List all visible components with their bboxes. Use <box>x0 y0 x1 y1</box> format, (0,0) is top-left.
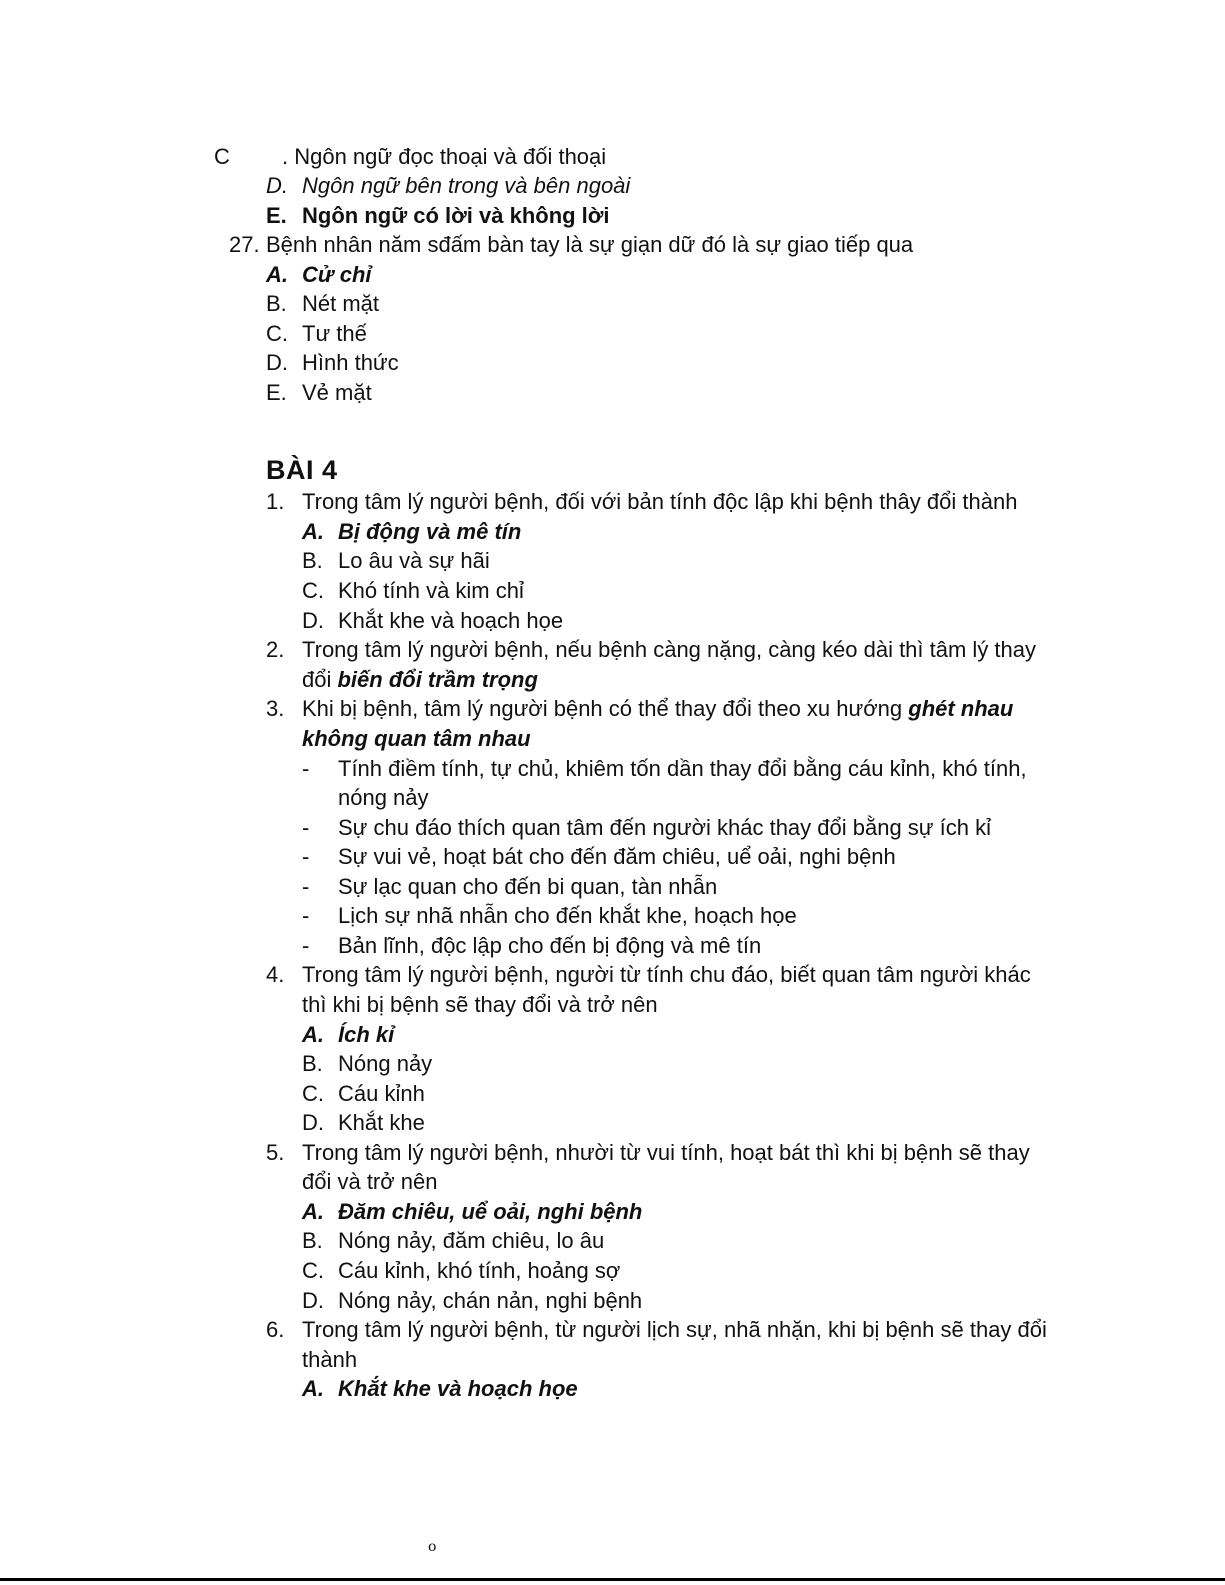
bullet-text: Sự lạc quan cho đến bi quan, tàn nhẫn <box>338 874 718 899</box>
footer-mark: o <box>428 1539 437 1555</box>
section-heading: BÀI 4 <box>266 455 338 485</box>
bullet-item <box>302 815 991 841</box>
q27-option-e <box>266 380 372 406</box>
option-text: Lo âu và sự hãi <box>338 548 490 573</box>
question-27 <box>229 232 913 258</box>
option-text: Ích kỉ <box>338 1022 395 1047</box>
option-label: B. <box>302 548 323 573</box>
q27-option-b <box>266 291 379 317</box>
option-label: E. <box>266 380 287 405</box>
option-label: C <box>214 144 230 169</box>
question-text: Trong tâm lý người bệnh, đối với bản tính độc lập khi bệnh thây đổi thành <box>302 489 1018 514</box>
q27-option-a-answer <box>266 262 372 288</box>
q5-option-b <box>302 1228 604 1254</box>
option-text: Khắt khe <box>338 1110 425 1135</box>
bullet-item-continuation: nóng nảy <box>338 785 429 810</box>
question-4 <box>266 962 1031 988</box>
question-6 <box>266 1317 1047 1343</box>
q27-option-d <box>266 350 399 376</box>
question-text: Bệnh nhân năm sđấm bàn tay là sự giạn dữ đó là sự giao tiếp qua <box>266 232 914 257</box>
q6-option-a-answer <box>302 1376 578 1402</box>
bullet-text: Sự vui vẻ, hoạt bát cho đến đăm chiêu, uể oải, nghi bệnh <box>338 844 896 869</box>
option-text: Nét mặt <box>302 291 380 316</box>
option-label: D. <box>266 350 288 375</box>
q4-option-a-answer <box>302 1022 394 1048</box>
bullet-dash: - <box>302 874 310 899</box>
bullet-item <box>302 933 761 959</box>
question-1 <box>266 489 1017 515</box>
option-text: Khắt khe và hoạch họe <box>338 1376 578 1401</box>
bullet-item <box>302 903 797 929</box>
question-number: 5. <box>266 1140 285 1165</box>
option-text: Ngôn ngữ bên trong và bên ngoài <box>302 173 631 198</box>
option-label: A. <box>302 519 324 544</box>
option-label: C. <box>302 1081 324 1106</box>
option-label: C. <box>302 1258 324 1283</box>
option-label: A. <box>302 1022 324 1047</box>
bullet-text: Tính điềm tính, tự chủ, khiêm tốn dần thay đổi bằng cáu kỉnh, khó tính, <box>338 756 1027 781</box>
option-text: Đăm chiêu, uể oải, nghi bệnh <box>338 1199 643 1224</box>
answer-text: ghét nhau <box>908 696 1014 721</box>
q5-option-d <box>302 1288 642 1314</box>
option-text: . Ngôn ngữ đọc thoại và đối thoại <box>282 144 607 169</box>
answer-text: biến đổi trầm trọng <box>337 667 538 692</box>
question-2 <box>266 637 1036 663</box>
q1-option-d <box>302 608 563 634</box>
q1-option-a-answer <box>302 519 521 545</box>
option-e-answer <box>266 203 610 229</box>
bullet-text: Bản lĩnh, độc lập cho đến bị động và mê tín <box>338 933 762 958</box>
option-text: Nóng nảy, chán nản, nghi bệnh <box>338 1288 643 1313</box>
option-label: A. <box>302 1199 324 1224</box>
option-text: Cử chỉ <box>302 262 372 287</box>
question-number: 1. <box>266 489 285 514</box>
option-c <box>214 144 606 170</box>
q4-option-b <box>302 1051 432 1077</box>
bullet-text: Sự chu đáo thích quan tâm đến người khác thay đổi bằng sự ích kỉ <box>338 815 991 840</box>
option-text: Ngôn ngữ có lời và không lời <box>302 203 610 228</box>
question-text: Trong tâm lý người bệnh, nếu bệnh càng nặng, càng kéo dài thì tâm lý thay <box>302 637 1037 662</box>
option-label: B. <box>302 1051 323 1076</box>
option-text: Cáu kỉnh <box>338 1081 425 1106</box>
option-label: D. <box>302 608 324 633</box>
option-text: Nóng nảy <box>338 1051 433 1076</box>
question-number: 27. <box>229 232 260 257</box>
option-label: D. <box>302 1288 324 1313</box>
bullet-item <box>302 756 1027 782</box>
bottom-rule <box>0 1578 1225 1581</box>
option-label: E. <box>266 203 287 228</box>
bullet-dash: - <box>302 903 310 928</box>
option-text: Vẻ mặt <box>302 380 372 405</box>
option-label: A. <box>266 262 288 287</box>
bullet-item <box>302 874 717 900</box>
question-2-line-2 <box>302 667 538 693</box>
question-3-answer-line-2: không quan tâm nhau <box>302 726 531 751</box>
bullet-dash: - <box>302 756 310 781</box>
question-6-line-2: thành <box>302 1347 358 1372</box>
question-5 <box>266 1140 1030 1166</box>
question-5-line-2: đổi và trở nên <box>302 1169 438 1194</box>
question-number: 6. <box>266 1317 285 1342</box>
option-text: Tư thế <box>302 321 367 346</box>
q4-option-d <box>302 1110 425 1136</box>
q5-option-a-answer <box>302 1199 642 1225</box>
option-label: B. <box>302 1228 323 1253</box>
bullet-dash: - <box>302 844 310 869</box>
question-number: 2. <box>266 637 285 662</box>
bullet-text: Lịch sự nhã nhẫn cho đến khắt khe, hoạch họe <box>338 903 797 928</box>
question-text: Trong tâm lý người bệnh, người từ tính chu đáo, biết quan tâm người khác <box>302 962 1031 987</box>
option-d <box>266 173 630 199</box>
q4-option-c <box>302 1081 425 1107</box>
option-label: D. <box>302 1110 324 1135</box>
question-3 <box>266 696 1013 722</box>
q1-option-b <box>302 548 490 574</box>
question-number: 3. <box>266 696 285 721</box>
question-4-line-2: thì khi bị bệnh sẽ thay đổi và trở nên <box>302 992 658 1017</box>
option-label: D. <box>266 173 288 198</box>
option-label: C. <box>302 578 324 603</box>
question-text: Trong tâm lý người bệnh, nhười từ vui tính, hoạt bát thì khi bị bệnh sẽ thay <box>302 1140 1030 1165</box>
option-text: Khó tính và kim chỉ <box>338 578 524 603</box>
option-text: Khắt khe và hoạch họe <box>338 608 564 633</box>
bullet-item <box>302 844 896 870</box>
option-text: Bị động và mê tín <box>338 519 522 544</box>
q27-option-c <box>266 321 367 347</box>
question-text: Khi bị bệnh, tâm lý người bệnh có thể thay đổi theo xu hướng <box>302 696 909 721</box>
option-text: Nóng nảy, đăm chiêu, lo âu <box>338 1228 605 1253</box>
bullet-dash: - <box>302 815 310 840</box>
option-label: B. <box>266 291 287 316</box>
question-number: 4. <box>266 962 285 987</box>
q5-option-c <box>302 1258 620 1284</box>
option-label: A. <box>302 1376 324 1401</box>
option-text: Cáu kỉnh, khó tính, hoảng sợ <box>338 1258 621 1283</box>
question-text: đổi <box>302 667 338 692</box>
option-label: C. <box>266 321 288 346</box>
bullet-dash: - <box>302 933 310 958</box>
q1-option-c <box>302 578 524 604</box>
option-text: Hình thức <box>302 350 399 375</box>
question-text: Trong tâm lý người bệnh, từ người lịch sự, nhã nhặn, khi bị bệnh sẽ thay đổi <box>302 1317 1047 1342</box>
